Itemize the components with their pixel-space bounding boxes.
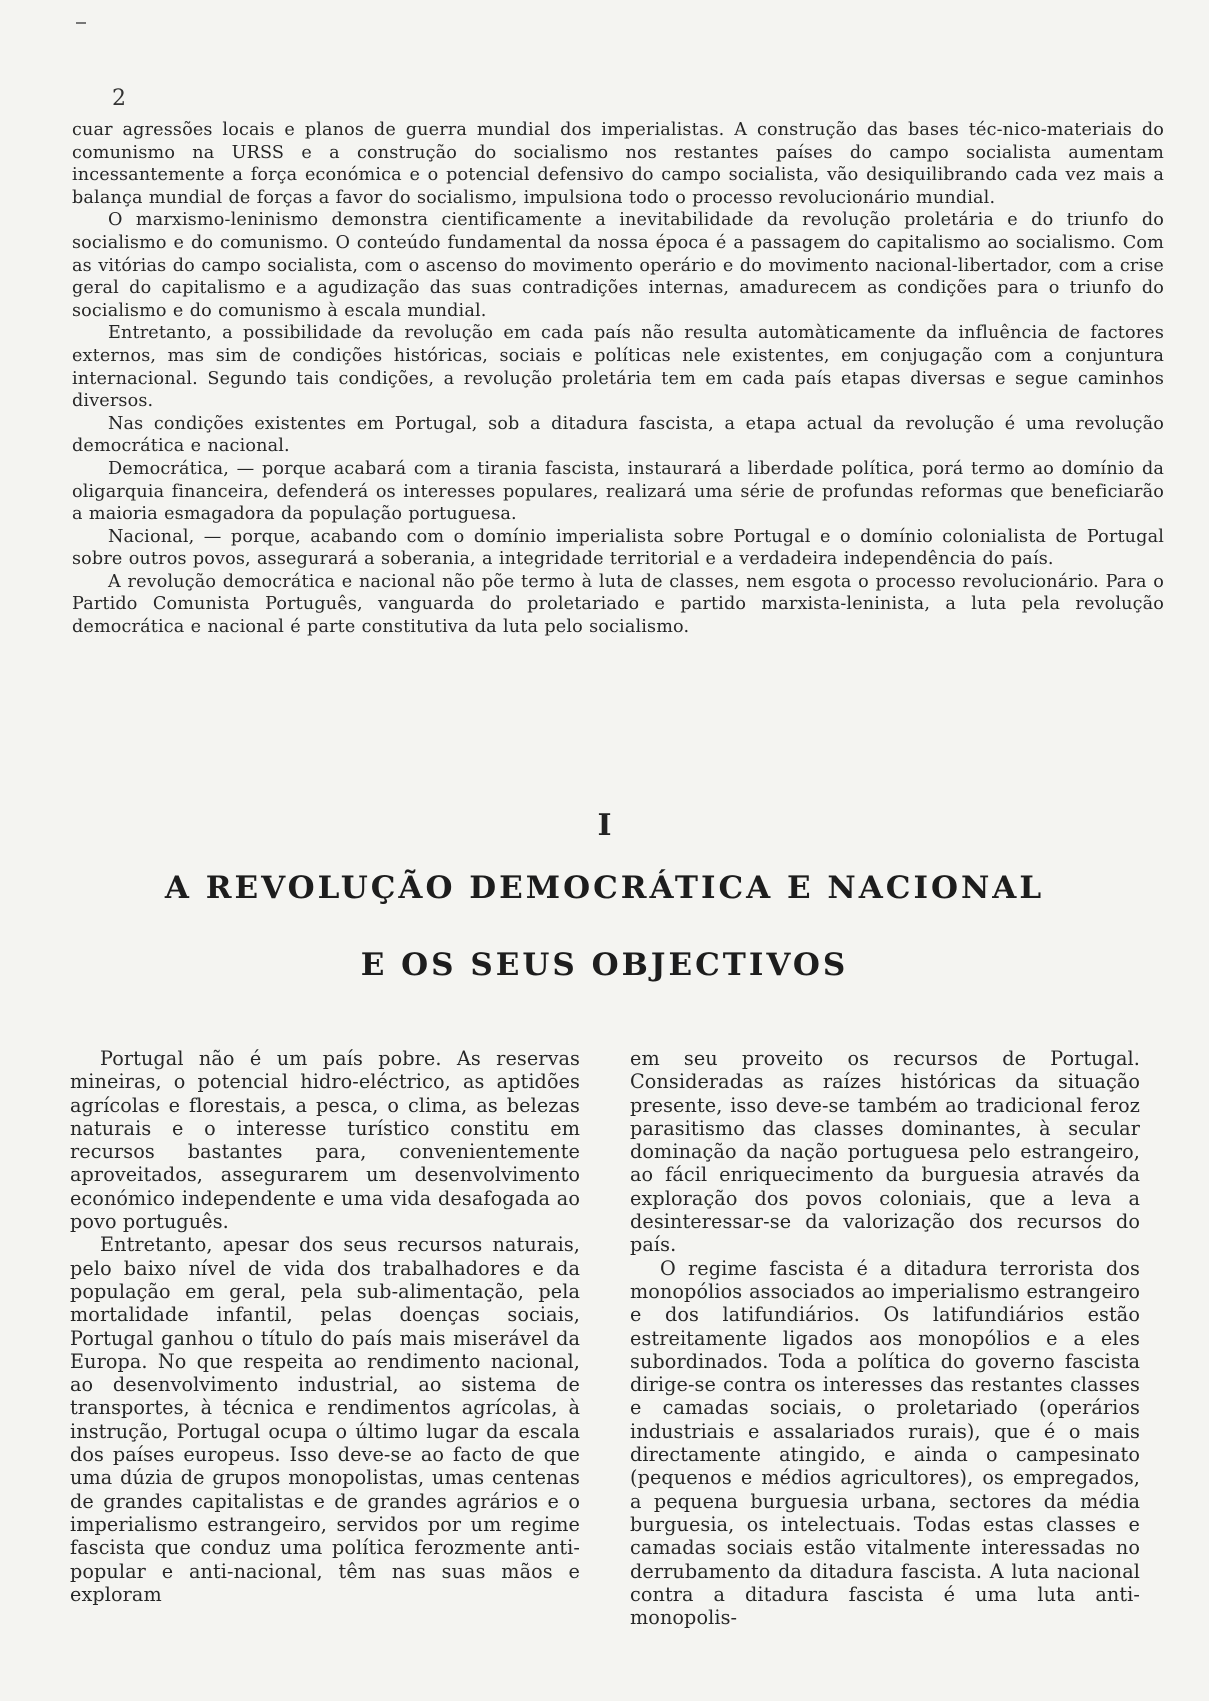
right-column bbox=[630, 1047, 1140, 1629]
section-title-line-1: A REVOLUÇÃO DEMOCRÁTICA E NACIONAL bbox=[164, 870, 1045, 906]
intro-paragraph: cuar agressões locais e planos de guerra mundial dos imperialistas. A construção das bases téc-nico-materiais do comunismo na URSS e a construção do socialismo nos restantes países do campo socialista aumentam incessantemente a força económica e o potencial defensivo do campo socialista, vão desiquilibrando cada vez mais a balança mundial de forças a favor do socialismo, impulsionа todo o processo revolucionário mundial. bbox=[72, 120, 1164, 208]
intro-paragraph: Nas condições existentes em Portugal, sob a ditadura fascista, a etapa actual da revolução é uma revolução democrática e nacional. bbox=[72, 413, 1164, 457]
intro-paragraph: Entretanto, a possibilidade da revolução em cada país não resulta automàticamente da influência de factores externos, mas sim de condições históricas, sociais e políticas nele existentes, em conjugação com a conjuntura internacional. Segundo tais condições, a revolução proletária tem em cada país etapas diversas e segue caminhos diversos. bbox=[72, 323, 1164, 412]
left-column-paragraph: Entretanto, apesar dos seus recursos naturais, pelo baixo nível de vida dos trabalhadores e da população em geral, pela sub-alimentação, pela mortalidade infantil, pelas doenças sociais, Portugal ganhou o título do país mais miserável da Europa. No que respeita ao rendimento nacional, ao desenvolvimento industrial, ao sistema de transportes, à técnica e rendimentos agrícolas, à instrução, Portugal ocupa o último lugar da escala dos países europeus. Isso deve-se ao facto de que uma dúzia de grupos monopolistas, umas centenas de grandes capitalistas e de grandes agrários e o imperialismo estrangeiro, servidos por um regime fascista que conduz uma política ferozmente anti-popular e anti-nacional, têm nas suas mãos e exploram bbox=[70, 1233, 580, 1606]
intro-text-block bbox=[72, 119, 1164, 639]
left-column bbox=[70, 1047, 580, 1606]
scan-mark bbox=[76, 22, 86, 24]
intro-paragraph: Nacional, — porque, acabando com o domínio imperialista sobre Portugal e o domínio colonialista de Portugal sobre outros povos, assegurará a soberania, a integridade territorial e a verdadeira independência do país. bbox=[72, 526, 1164, 570]
page-number: 2 bbox=[112, 86, 126, 111]
right-column-paragraph: O regime fascista é a ditadura terrorista dos monopólios associados ao imperialismo estrangeiro e dos latifundiários. Os latifundiários estão estreitamente ligados aos monopólios e a eles subordinados. Toda a política do governo fascista dirige-se contra os interesses das restantes classes e camadas sociais, o proletariado (operários industriais e assalariados rurais), que é o mais directamente atingido, e ainda o campesinato (pequenos e médios agricultores), os empregados, a pequena burguesia urbana, sectores da média burguesia, os intelectuais. Todas estas classes e camadas sociais estão vitalmente interessadas no derrubamento da ditadura fascista. A luta nacional contra a ditadura fascista é uma luta anti-monopolis- bbox=[630, 1256, 1140, 1630]
section-numeral: I bbox=[597, 808, 612, 843]
right-column-paragraph: em seu proveito os recursos de Portugal. Consideradas as raízes históricas da situação presente, isso deve-se também ao tradicional feroz parasitismo das classes dominantes, à secular dominação da nação portuguesa pelo estrangeiro, ao fácil enriquecimento da burguesia através da exploração dos povos coloniais, que a leva a desinteressar-se da valorização dos recursos do país. bbox=[630, 1047, 1140, 1257]
left-column-paragraph: Portugal não é um país pobre. As reservas mineiras, o potencial hidro-eléctrico, as aptidões agrícolas e florestais, a pesca, o clima, as belezas naturais e o interesse turístico constitu em recursos bastantes para, convenientemente aproveitados, assegurarem um desenvolvimento económico independente e uma vida desafogada ao povo português. bbox=[70, 1047, 580, 1234]
section-title-line-2: E OS SEUS OBJECTIVOS bbox=[360, 947, 849, 983]
intro-paragraph: A revolução democrática e nacional não põe termo à luta de classes, nem esgota o processo revolucionário. Para o Partido Comunista Português, vanguarda do proletariado e partido marxista-leninista, a luta pela revolução democrática e nacional é parte constitutiva da luta pelo socialismo. bbox=[72, 571, 1164, 638]
intro-paragraph: Democrática, — porque acabará com a tirania fascista, instaurará a liberdade política, porá termo ao domínio da oligarquia financeira, defenderá os interesses populares, realizará uma série de profundas reformas que beneficiarão a maioria esmagadora da população portuguesa. bbox=[72, 458, 1164, 525]
intro-paragraph: O marxismo-leninismo demonstra cientificamente a inevitabilidade da revolução proletária e do triunfo do socialismo e do comunismo. O conteúdo fundamental da nossa época é a passagem do capitalismo ao socialismo. Com as vitórias do campo socialista, com o ascenso do movimento operário e do movimento nacional-libertador, com a crise geral do capitalismo e a agudização das suas contradições internas, amadurecem as condições para o triunfo do socialismo e do comunismo à escala mundial. bbox=[72, 210, 1164, 321]
